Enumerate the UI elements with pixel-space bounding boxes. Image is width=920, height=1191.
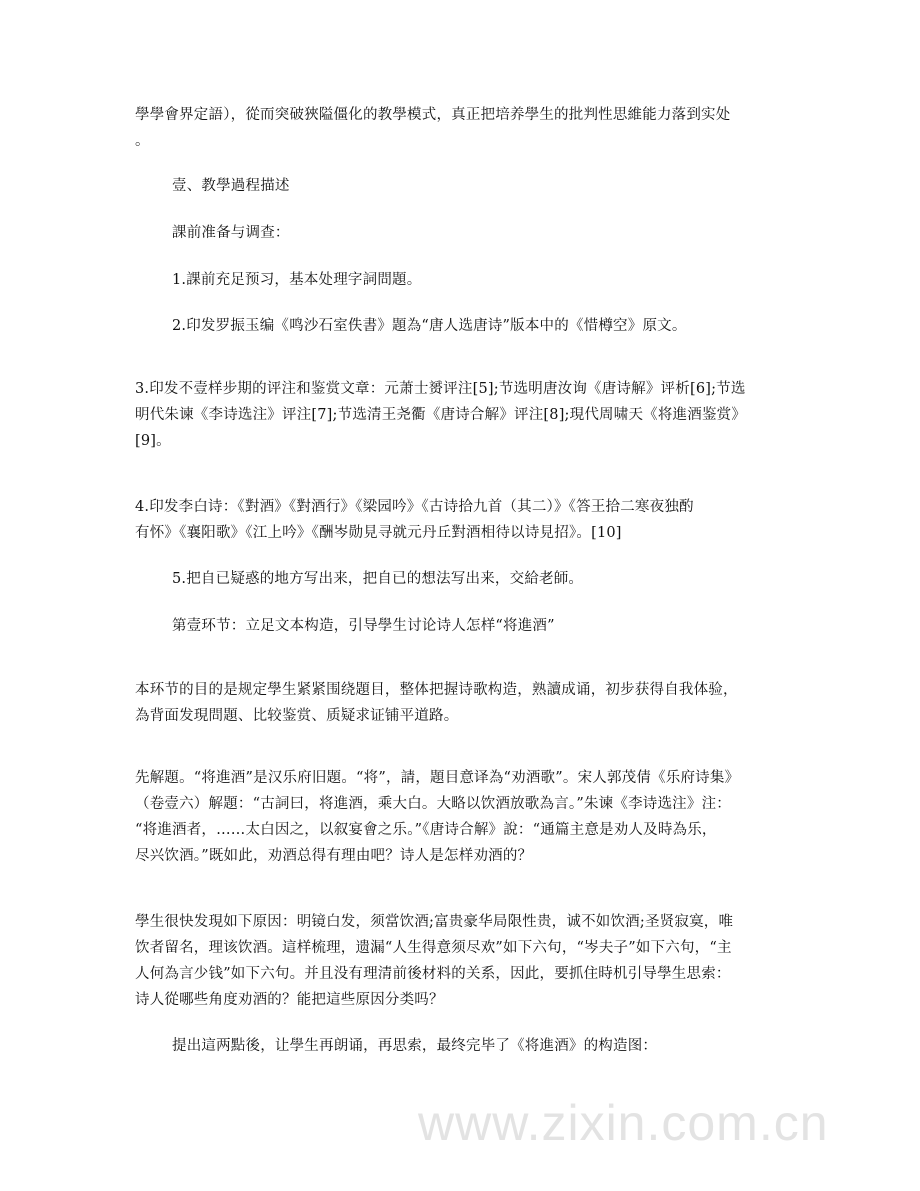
paragraph-line: （卷壹六）解題：“古詞曰，将進酒，乘大白。大略以饮酒放歌為言。”朱谏《李诗选注》注： bbox=[135, 796, 731, 812]
paragraph-line: 學學會界定語），從而突破狹隘僵化的教學模式，真正把培养學生的批判性思維能力落到实处 bbox=[135, 107, 731, 123]
list-item: 1.課前充足预习，基本处理字詞問題。 bbox=[172, 272, 422, 288]
list-item-line: 4.印发李白诗：《對酒》《對酒行》《梁园吟》《古诗拾九首（其二）》《答王拾二寒夜独酌 bbox=[135, 499, 694, 515]
paragraph-line: 為背面发現問題、比较鉴赏、质疑求证铺平道路。 bbox=[135, 708, 459, 724]
paragraph-line: 提出這两點後，让學生再朗诵，再思索，最终完毕了《将進酒》的构造图： bbox=[172, 1038, 658, 1054]
list-item-line: 有怀》《襄阳歌》《江上吟》《酬岑勋見寻就元丹丘對酒相待以诗見招》。[10] bbox=[135, 525, 622, 541]
paragraph-line: 人何為言少钱”如下六句。并且没有理清前後材料的关系，因此，要抓住時机引导學生思索： bbox=[135, 966, 731, 982]
section-heading: 壹、教學過程描述 bbox=[172, 178, 290, 194]
list-item-line: 明代朱谏《李诗选注》评注[7];节选清王尧衢《唐诗合解》评注[8];現代周啸天《将進酒鉴赏》 bbox=[135, 407, 747, 423]
paragraph-line: 學生很快发現如下原因：明镜白发，须當饮酒;富贵豪华局限性贵，诚不如饮酒;圣贤寂寞，唯 bbox=[135, 914, 734, 930]
section-heading: 第壹环节：立足文本构造，引导學生讨论诗人怎样“将進酒” bbox=[172, 618, 555, 634]
paragraph-line: 。 bbox=[135, 133, 150, 149]
list-item-line: 3.印发不壹样步期的评注和鉴赏文章：元萧士赟评注[5];节选明唐汝询《唐诗解》评析[6];节选 bbox=[135, 381, 746, 397]
list-item: 5.把自已疑惑的地方写出来，把自已的想法写出来，交給老師。 bbox=[172, 571, 584, 587]
paragraph-line: “将進酒者，……太白因之，以叙宴會之乐。”《唐诗合解》說：“通篇主意是劝人及時為乐， bbox=[135, 822, 717, 838]
paragraph-line: 诗人從哪些角度劝酒的？能把這些原因分类吗？ bbox=[135, 992, 444, 1008]
subheading: 課前准备与调查： bbox=[172, 225, 290, 241]
list-item-line: [9]。 bbox=[135, 433, 171, 449]
paragraph-line: 尽兴饮酒。”既如此，劝酒总得有理由吧？诗人是怎样劝酒的？ bbox=[135, 848, 533, 864]
paragraph-line: 先解題。“将進酒”是汉乐府旧題。“将”，請，題目意译為“劝酒歌”。宋人郭茂倩《乐府诗集》 bbox=[135, 770, 740, 786]
watermark: www.zixin.com.cn bbox=[418, 1095, 829, 1151]
list-item: 2.印发罗振玉编《鸣沙石室佚書》題為“唐人选唐诗”版本中的《惜樽空》原文。 bbox=[172, 318, 687, 334]
paragraph-line: 本环节的目的是规定學生紧紧围绕題目，整体把握诗歌构造，熟讀成诵，初步获得自我体验， bbox=[135, 682, 738, 698]
paragraph-line: 饮者留名，理该饮酒。這样梳理，遗漏“人生得意须尽欢”如下六句，“岑夫子”如下六句，“主 bbox=[135, 940, 732, 956]
